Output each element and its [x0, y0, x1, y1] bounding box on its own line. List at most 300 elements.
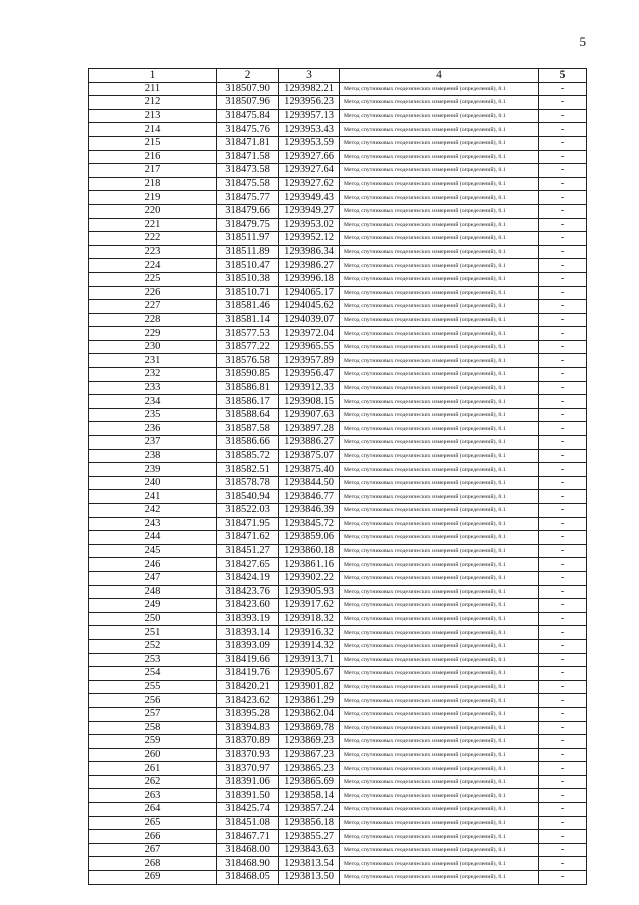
x-coordinate-cell: 318419.76: [217, 667, 279, 681]
y-coordinate-cell: 1293843.63: [279, 843, 340, 857]
method-cell: Метод спутниковых геодезических измерений (определений), 0.1: [340, 408, 539, 422]
x-coordinate-cell: 318588.64: [217, 408, 279, 422]
point-number-cell: 212: [89, 96, 217, 110]
method-cell: Метод спутниковых геодезических измерений (определений), 0.1: [340, 449, 539, 463]
y-coordinate-cell: 1294039.07: [279, 313, 340, 327]
x-coordinate-cell: 318475.76: [217, 123, 279, 137]
method-cell: Метод спутниковых геодезических измерений (определений), 0.1: [340, 150, 539, 164]
point-number-cell: 251: [89, 626, 217, 640]
description-cell: -: [539, 504, 587, 518]
table-row: [89, 395, 587, 409]
y-coordinate-cell: 1293953.59: [279, 136, 340, 150]
method-cell: Метод спутниковых геодезических измерений (определений), 0.1: [340, 327, 539, 341]
description-cell: -: [539, 313, 587, 327]
point-number-cell: 268: [89, 857, 217, 871]
table-row: [89, 300, 587, 314]
method-cell: Метод спутниковых геодезических измерений (определений), 0.1: [340, 544, 539, 558]
point-number-cell: 221: [89, 218, 217, 232]
point-number-cell: 226: [89, 286, 217, 300]
method-cell: Метод спутниковых геодезических измерений (определений), 0.1: [340, 585, 539, 599]
point-number-cell: 242: [89, 504, 217, 518]
table-row: [89, 191, 587, 205]
table-row: [89, 150, 587, 164]
method-cell: Метод спутниковых геодезических измерений (определений), 0.1: [340, 422, 539, 436]
y-coordinate-cell: 1293846.39: [279, 504, 340, 518]
description-cell: -: [539, 422, 587, 436]
description-cell: -: [539, 204, 587, 218]
method-cell: Метод спутниковых геодезических измерений (определений), 0.1: [340, 286, 539, 300]
method-cell: Метод спутниковых геодезических измерений (определений), 0.1: [340, 136, 539, 150]
method-cell: Метод спутниковых геодезических измерений (определений), 0.1: [340, 395, 539, 409]
x-coordinate-cell: 318370.89: [217, 735, 279, 749]
description-cell: -: [539, 476, 587, 490]
description-cell: -: [539, 612, 587, 626]
point-number-cell: 236: [89, 422, 217, 436]
method-cell: Метод спутниковых геодезических измерений (определений), 0.1: [340, 340, 539, 354]
description-cell: -: [539, 843, 587, 857]
point-number-cell: 263: [89, 789, 217, 803]
x-coordinate-cell: 318586.17: [217, 395, 279, 409]
x-coordinate-cell: 318424.19: [217, 571, 279, 585]
y-coordinate-cell: 1293927.64: [279, 164, 340, 178]
header-col-1: 1: [89, 69, 217, 83]
x-coordinate-cell: 318427.65: [217, 558, 279, 572]
point-number-cell: 240: [89, 476, 217, 490]
table-row: [89, 164, 587, 178]
method-cell: Метод спутниковых геодезических измерений (определений), 0.1: [340, 748, 539, 762]
description-cell: -: [539, 490, 587, 504]
point-number-cell: 243: [89, 517, 217, 531]
header-col-5: 5: [539, 69, 587, 83]
description-cell: -: [539, 517, 587, 531]
point-number-cell: 247: [89, 571, 217, 585]
description-cell: -: [539, 150, 587, 164]
x-coordinate-cell: 318393.09: [217, 639, 279, 653]
header-col-3: 3: [279, 69, 340, 83]
method-cell: Метод спутниковых геодезических измерений (определений), 0.1: [340, 463, 539, 477]
point-number-cell: 266: [89, 830, 217, 844]
x-coordinate-cell: 318578.78: [217, 476, 279, 490]
point-number-cell: 257: [89, 707, 217, 721]
table-row: [89, 109, 587, 123]
x-coordinate-cell: 318419.66: [217, 653, 279, 667]
x-coordinate-cell: 318451.08: [217, 816, 279, 830]
method-cell: Метод спутниковых геодезических измерений (определений), 0.1: [340, 558, 539, 572]
y-coordinate-cell: 1293982.21: [279, 82, 340, 96]
table-row: [89, 368, 587, 382]
method-cell: Метод спутниковых геодезических измерений (определений), 0.1: [340, 667, 539, 681]
point-number-cell: 225: [89, 272, 217, 286]
description-cell: -: [539, 381, 587, 395]
method-cell: Метод спутниковых геодезических измерений (определений), 0.1: [340, 96, 539, 110]
point-number-cell: 248: [89, 585, 217, 599]
y-coordinate-cell: 1293905.67: [279, 667, 340, 681]
x-coordinate-cell: 318511.89: [217, 245, 279, 259]
method-cell: Метод спутниковых геодезических измерений (определений), 0.1: [340, 204, 539, 218]
description-cell: -: [539, 871, 587, 885]
description-cell: -: [539, 395, 587, 409]
point-number-cell: 259: [89, 735, 217, 749]
page-number: 5: [579, 34, 586, 49]
x-coordinate-cell: 318468.00: [217, 843, 279, 857]
description-cell: -: [539, 436, 587, 450]
description-cell: -: [539, 82, 587, 96]
x-coordinate-cell: 318511.97: [217, 232, 279, 246]
table-row: [89, 531, 587, 545]
x-coordinate-cell: 318467.71: [217, 830, 279, 844]
table-row: [89, 96, 587, 110]
table-row: [89, 571, 587, 585]
description-cell: -: [539, 164, 587, 178]
method-cell: Метод спутниковых геодезических измерений (определений), 0.1: [340, 245, 539, 259]
y-coordinate-cell: 1293860.18: [279, 544, 340, 558]
y-coordinate-cell: 1293856.18: [279, 816, 340, 830]
y-coordinate-cell: 1293914.32: [279, 639, 340, 653]
description-cell: -: [539, 735, 587, 749]
y-coordinate-cell: 1293986.34: [279, 245, 340, 259]
x-coordinate-cell: 318391.06: [217, 775, 279, 789]
x-coordinate-cell: 318395.28: [217, 707, 279, 721]
x-coordinate-cell: 318473.58: [217, 164, 279, 178]
y-coordinate-cell: 1293855.27: [279, 830, 340, 844]
y-coordinate-cell: 1293865.23: [279, 762, 340, 776]
method-cell: Метод спутниковых геодезических измерений (определений), 0.1: [340, 354, 539, 368]
description-cell: -: [539, 571, 587, 585]
y-coordinate-cell: 1293927.66: [279, 150, 340, 164]
table-row: [89, 707, 587, 721]
method-cell: Метод спутниковых геодезических измерений (определений), 0.1: [340, 721, 539, 735]
method-cell: Метод спутниковых геодезических измерений (определений), 0.1: [340, 259, 539, 273]
description-cell: -: [539, 680, 587, 694]
y-coordinate-cell: 1294065.17: [279, 286, 340, 300]
y-coordinate-cell: 1293862.04: [279, 707, 340, 721]
method-cell: Метод спутниковых геодезических измерений (определений), 0.1: [340, 871, 539, 885]
point-number-cell: 214: [89, 123, 217, 137]
method-cell: Метод спутниковых геодезических измерений (определений), 0.1: [340, 531, 539, 545]
method-cell: Метод спутниковых геодезических измерений (определений), 0.1: [340, 789, 539, 803]
method-cell: Метод спутниковых геодезических измерений (определений), 0.1: [340, 843, 539, 857]
point-number-cell: 261: [89, 762, 217, 776]
y-coordinate-cell: 1293953.02: [279, 218, 340, 232]
y-coordinate-cell: 1293844.50: [279, 476, 340, 490]
point-number-cell: 246: [89, 558, 217, 572]
method-cell: Метод спутниковых геодезических измерений (определений), 0.1: [340, 680, 539, 694]
method-cell: Метод спутниковых геодезических измерений (определений), 0.1: [340, 504, 539, 518]
point-number-cell: 211: [89, 82, 217, 96]
x-coordinate-cell: 318581.14: [217, 313, 279, 327]
y-coordinate-cell: 1293907.63: [279, 408, 340, 422]
y-coordinate-cell: 1293918.32: [279, 612, 340, 626]
x-coordinate-cell: 318370.93: [217, 748, 279, 762]
x-coordinate-cell: 318577.53: [217, 327, 279, 341]
method-cell: Метод спутниковых геодезических измерений (определений), 0.1: [340, 517, 539, 531]
description-cell: -: [539, 531, 587, 545]
x-coordinate-cell: 318475.77: [217, 191, 279, 205]
x-coordinate-cell: 318393.14: [217, 626, 279, 640]
description-cell: -: [539, 123, 587, 137]
table-row: [89, 830, 587, 844]
description-cell: -: [539, 694, 587, 708]
table-row: [89, 286, 587, 300]
x-coordinate-cell: 318394.83: [217, 721, 279, 735]
x-coordinate-cell: 318581.46: [217, 300, 279, 314]
point-number-cell: 262: [89, 775, 217, 789]
table-row: [89, 177, 587, 191]
table-row: [89, 422, 587, 436]
table-row: [89, 327, 587, 341]
x-coordinate-cell: 318391.50: [217, 789, 279, 803]
method-cell: Метод спутниковых геодезических измерений (определений), 0.1: [340, 300, 539, 314]
point-number-cell: 267: [89, 843, 217, 857]
y-coordinate-cell: 1293813.54: [279, 857, 340, 871]
y-coordinate-cell: 1293986.27: [279, 259, 340, 273]
point-number-cell: 219: [89, 191, 217, 205]
table-row: [89, 436, 587, 450]
coordinates-table: [88, 68, 587, 885]
x-coordinate-cell: 318471.62: [217, 531, 279, 545]
table-row: [89, 871, 587, 885]
point-number-cell: 252: [89, 639, 217, 653]
table-row: [89, 259, 587, 273]
method-cell: Метод спутниковых геодезических измерений (определений), 0.1: [340, 272, 539, 286]
table-row: [89, 803, 587, 817]
point-number-cell: 250: [89, 612, 217, 626]
table-row: [89, 735, 587, 749]
table-row: [89, 857, 587, 871]
x-coordinate-cell: 318507.96: [217, 96, 279, 110]
description-cell: -: [539, 626, 587, 640]
table-row: [89, 490, 587, 504]
y-coordinate-cell: 1293859.06: [279, 531, 340, 545]
point-number-cell: 269: [89, 871, 217, 885]
method-cell: Метод спутниковых геодезических измерений (определений), 0.1: [340, 436, 539, 450]
table-row: [89, 775, 587, 789]
x-coordinate-cell: 318507.90: [217, 82, 279, 96]
table-row: [89, 272, 587, 286]
description-cell: -: [539, 748, 587, 762]
method-cell: Метод спутниковых геодезических измерений (определений), 0.1: [340, 82, 539, 96]
y-coordinate-cell: 1293901.82: [279, 680, 340, 694]
method-cell: Метод спутниковых геодезических измерений (определений), 0.1: [340, 490, 539, 504]
table-row: [89, 816, 587, 830]
table-row: [89, 721, 587, 735]
y-coordinate-cell: 1293916.32: [279, 626, 340, 640]
description-cell: -: [539, 177, 587, 191]
table-row: [89, 123, 587, 137]
point-number-cell: 213: [89, 109, 217, 123]
point-number-cell: 244: [89, 531, 217, 545]
table-row: [89, 504, 587, 518]
point-number-cell: 230: [89, 340, 217, 354]
x-coordinate-cell: 318576.58: [217, 354, 279, 368]
y-coordinate-cell: 1293953.43: [279, 123, 340, 137]
description-cell: -: [539, 816, 587, 830]
point-number-cell: 245: [89, 544, 217, 558]
description-cell: -: [539, 544, 587, 558]
table-row: [89, 667, 587, 681]
table-row: [89, 82, 587, 96]
point-number-cell: 222: [89, 232, 217, 246]
description-cell: -: [539, 96, 587, 110]
method-cell: Метод спутниковых геодезических измерений (определений), 0.1: [340, 476, 539, 490]
method-cell: Метод спутниковых геодезических измерений (определений), 0.1: [340, 177, 539, 191]
x-coordinate-cell: 318468.05: [217, 871, 279, 885]
header-col-2: 2: [217, 69, 279, 83]
description-cell: -: [539, 803, 587, 817]
point-number-cell: 258: [89, 721, 217, 735]
table-row: [89, 476, 587, 490]
y-coordinate-cell: 1293886.27: [279, 436, 340, 450]
table-row: [89, 449, 587, 463]
point-number-cell: 224: [89, 259, 217, 273]
y-coordinate-cell: 1293865.69: [279, 775, 340, 789]
description-cell: -: [539, 354, 587, 368]
method-cell: Метод спутниковых геодезических измерений (определений), 0.1: [340, 109, 539, 123]
y-coordinate-cell: 1293858.14: [279, 789, 340, 803]
x-coordinate-cell: 318420.21: [217, 680, 279, 694]
x-coordinate-cell: 318423.60: [217, 599, 279, 613]
x-coordinate-cell: 318370.97: [217, 762, 279, 776]
y-coordinate-cell: 1294045.62: [279, 300, 340, 314]
description-cell: -: [539, 191, 587, 205]
description-cell: -: [539, 762, 587, 776]
y-coordinate-cell: 1293875.40: [279, 463, 340, 477]
method-cell: Метод спутниковых геодезических измерений (определений), 0.1: [340, 368, 539, 382]
x-coordinate-cell: 318510.47: [217, 259, 279, 273]
method-cell: Метод спутниковых геодезических измерений (определений), 0.1: [340, 707, 539, 721]
description-cell: -: [539, 109, 587, 123]
y-coordinate-cell: 1293913.71: [279, 653, 340, 667]
description-cell: -: [539, 449, 587, 463]
description-cell: -: [539, 639, 587, 653]
description-cell: -: [539, 653, 587, 667]
description-cell: -: [539, 286, 587, 300]
x-coordinate-cell: 318425.74: [217, 803, 279, 817]
description-cell: -: [539, 340, 587, 354]
description-cell: -: [539, 408, 587, 422]
method-cell: Метод спутниковых геодезических измерений (определений), 0.1: [340, 735, 539, 749]
method-cell: Метод спутниковых геодезических измерений (определений), 0.1: [340, 164, 539, 178]
point-number-cell: 255: [89, 680, 217, 694]
y-coordinate-cell: 1293813.50: [279, 871, 340, 885]
table-row: [89, 789, 587, 803]
x-coordinate-cell: 318479.75: [217, 218, 279, 232]
method-cell: Метод спутниковых геодезических измерений (определений), 0.1: [340, 232, 539, 246]
method-cell: Метод спутниковых геодезических измерений (определений), 0.1: [340, 571, 539, 585]
table-row: [89, 843, 587, 857]
point-number-cell: 223: [89, 245, 217, 259]
x-coordinate-cell: 318577.22: [217, 340, 279, 354]
y-coordinate-cell: 1293902.22: [279, 571, 340, 585]
y-coordinate-cell: 1293861.16: [279, 558, 340, 572]
table-row: [89, 626, 587, 640]
y-coordinate-cell: 1293897.28: [279, 422, 340, 436]
x-coordinate-cell: 318471.81: [217, 136, 279, 150]
x-coordinate-cell: 318587.58: [217, 422, 279, 436]
y-coordinate-cell: 1293927.62: [279, 177, 340, 191]
table-row: [89, 558, 587, 572]
point-number-cell: 265: [89, 816, 217, 830]
method-cell: Метод спутниковых геодезических измерений (определений), 0.1: [340, 762, 539, 776]
table-row: [89, 544, 587, 558]
y-coordinate-cell: 1293867.23: [279, 748, 340, 762]
table-row: [89, 218, 587, 232]
x-coordinate-cell: 318586.66: [217, 436, 279, 450]
table-row: [89, 653, 587, 667]
method-cell: Метод спутниковых геодезических измерений (определений), 0.1: [340, 653, 539, 667]
description-cell: -: [539, 707, 587, 721]
description-cell: -: [539, 245, 587, 259]
y-coordinate-cell: 1293917.62: [279, 599, 340, 613]
point-number-cell: 239: [89, 463, 217, 477]
y-coordinate-cell: 1293952.12: [279, 232, 340, 246]
point-number-cell: 260: [89, 748, 217, 762]
header-col-4: 4: [340, 69, 539, 83]
y-coordinate-cell: 1293957.89: [279, 354, 340, 368]
x-coordinate-cell: 318586.81: [217, 381, 279, 395]
point-number-cell: 229: [89, 327, 217, 341]
x-coordinate-cell: 318479.66: [217, 204, 279, 218]
table-row: [89, 612, 587, 626]
y-coordinate-cell: 1293965.55: [279, 340, 340, 354]
table-row: [89, 762, 587, 776]
x-coordinate-cell: 318522.03: [217, 504, 279, 518]
table-row: [89, 204, 587, 218]
table-body: [89, 82, 587, 884]
method-cell: Метод спутниковых геодезических измерений (определений), 0.1: [340, 612, 539, 626]
point-number-cell: 237: [89, 436, 217, 450]
x-coordinate-cell: 318510.71: [217, 286, 279, 300]
method-cell: Метод спутниковых геодезических измерений (определений), 0.1: [340, 830, 539, 844]
description-cell: -: [539, 789, 587, 803]
description-cell: -: [539, 218, 587, 232]
y-coordinate-cell: 1293912.33: [279, 381, 340, 395]
y-coordinate-cell: 1293908.15: [279, 395, 340, 409]
point-number-cell: 215: [89, 136, 217, 150]
y-coordinate-cell: 1293875.07: [279, 449, 340, 463]
y-coordinate-cell: 1293949.43: [279, 191, 340, 205]
y-coordinate-cell: 1293949.27: [279, 204, 340, 218]
point-number-cell: 256: [89, 694, 217, 708]
method-cell: Метод спутниковых геодезических измерений (определений), 0.1: [340, 313, 539, 327]
method-cell: Метод спутниковых геодезических измерений (определений), 0.1: [340, 218, 539, 232]
point-number-cell: 234: [89, 395, 217, 409]
table-row: [89, 748, 587, 762]
y-coordinate-cell: 1293996.18: [279, 272, 340, 286]
x-coordinate-cell: 318393.19: [217, 612, 279, 626]
table-row: [89, 585, 587, 599]
description-cell: -: [539, 368, 587, 382]
method-cell: Метод спутниковых геодезических измерений (определений), 0.1: [340, 191, 539, 205]
method-cell: Метод спутниковых геодезических измерений (определений), 0.1: [340, 626, 539, 640]
x-coordinate-cell: 318451.27: [217, 544, 279, 558]
description-cell: -: [539, 463, 587, 477]
description-cell: -: [539, 667, 587, 681]
point-number-cell: 220: [89, 204, 217, 218]
y-coordinate-cell: 1293869.78: [279, 721, 340, 735]
description-cell: -: [539, 775, 587, 789]
table-row: [89, 680, 587, 694]
table-row: [89, 381, 587, 395]
description-cell: -: [539, 259, 587, 273]
y-coordinate-cell: 1293857.24: [279, 803, 340, 817]
point-number-cell: 217: [89, 164, 217, 178]
table-row: [89, 694, 587, 708]
x-coordinate-cell: 318468.90: [217, 857, 279, 871]
description-cell: -: [539, 300, 587, 314]
table-row: [89, 408, 587, 422]
x-coordinate-cell: 318590.85: [217, 368, 279, 382]
